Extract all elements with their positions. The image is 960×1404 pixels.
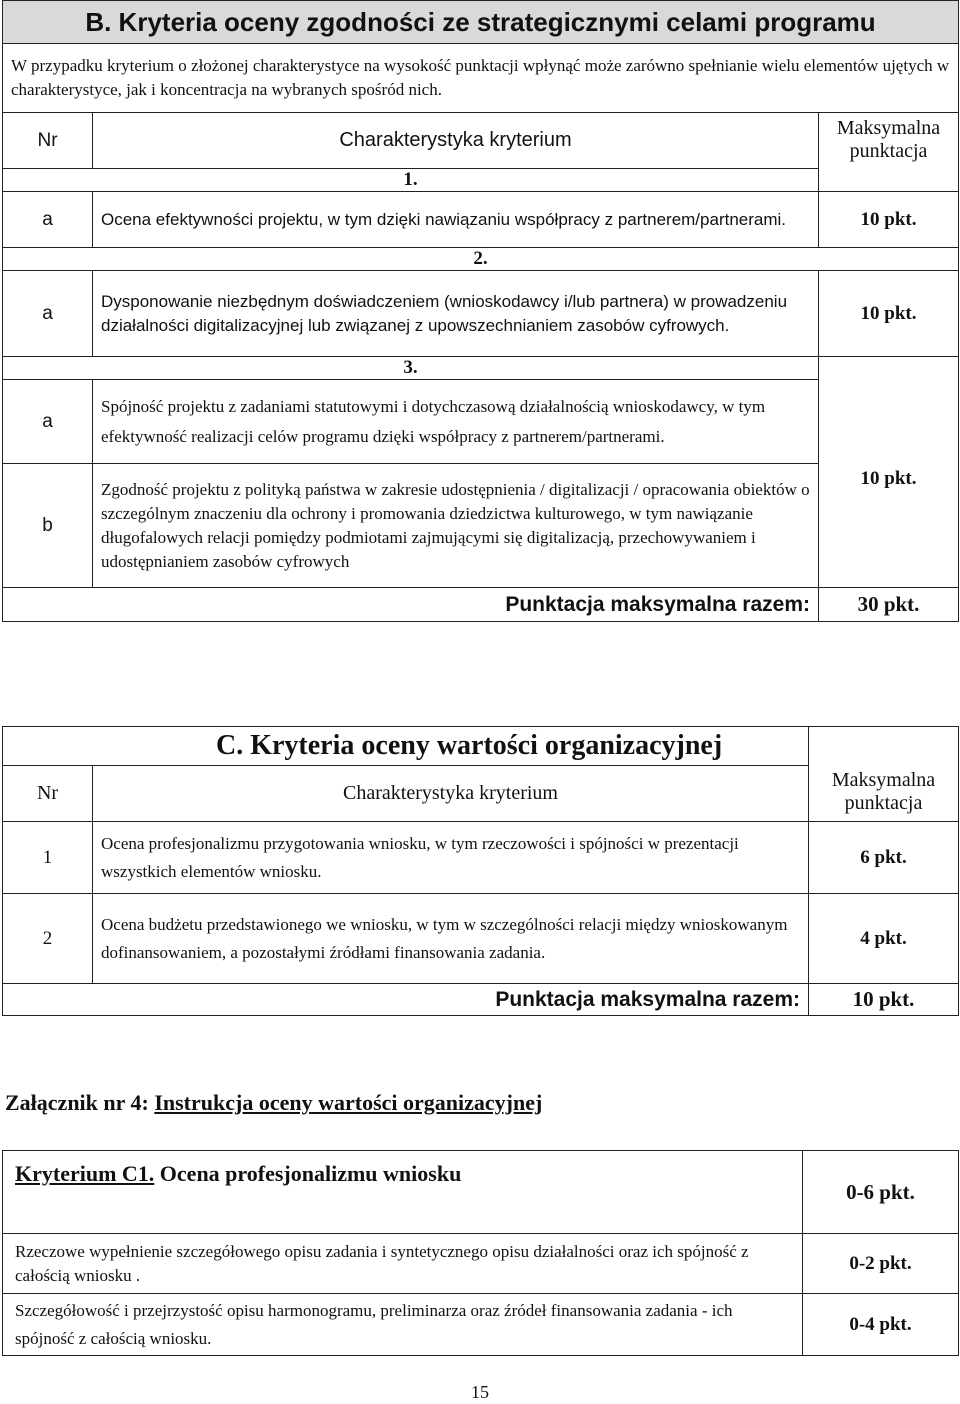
section-3-label: 3. [3, 357, 819, 380]
row-2-points: 10 pkt. [819, 271, 959, 357]
row-c1-text: Ocena profesjonalizmu przygotowania wniosku, w tym rzeczowości i spójności w prezentacji wszystkich elementów wniosku. [93, 822, 809, 894]
attachment-prefix: Załącznik nr 4: [5, 1090, 149, 1115]
row-c2-nr: 2 [3, 894, 93, 984]
criterion-c1-title: Ocena profesjonalizmu wniosku [159, 1161, 462, 1186]
criterion-c1-row-1-text: Rzeczowe wypełnienie szczegółowego opisu zadania i syntetycznego opisu działalności oraz ich spójność z całością wniosku . [3, 1234, 803, 1294]
criterion-c1-table [2, 1150, 959, 1356]
row-c1-points: 6 pkt. [809, 822, 959, 894]
row-c2-text: Ocena budżetu przedstawionego we wniosku, w tym w szczególności relacji między wnioskowanym dofinansowaniem, a pozostałymi źródłami finansowania zadania. [93, 894, 809, 984]
row-1a-nr: a [3, 192, 93, 248]
criterion-c1-row-2-text: Szczegółowość i przejrzystość opisu harmonogramu, preliminarza oraz źródeł finansowania zadania - ich spójność z całością wniosku. [3, 1294, 803, 1356]
section-b-title: B. Kryteria oceny zgodności ze strategicznymi celami programu [3, 1, 959, 44]
row-c2-points: 4 pkt. [809, 894, 959, 984]
header-c-nr: Nr [3, 766, 93, 822]
section-b-total-label: Punktacja maksymalna razem: [3, 588, 819, 622]
row-1a-text: Ocena efektywności projektu, w tym dzięki nawiązaniu współpracy z partnerem/partnerami. [93, 192, 819, 248]
section-b-intro: W przypadku kryterium o złożonej charakterystyce na wysokość punktacji wpłynąć może zarówno spełnianie wielu elementów ujętych w charakterystyce, jak i koncentracja na wybranych spośród nich. [3, 44, 959, 113]
header-c-max: Maksymalna punktacja [809, 727, 959, 822]
page-number: 15 [471, 1382, 489, 1402]
row-3a-text: Spójność projektu z zadaniami statutowymi i dotychczasową działalnością wnioskodawcy, w tym efektywność realizacji celów programu dzięki współpracy z partnerem/partnerami. [93, 380, 819, 464]
section-c-title: C. Kryteria oceny wartości organizacyjnej [3, 727, 809, 766]
row-3-points: 10 pkt. [819, 357, 959, 588]
section-1-label: 1. [3, 169, 819, 192]
criterion-c1-row-2-points: 0-4 pkt. [803, 1294, 959, 1356]
row-2a-nr: a [3, 271, 93, 357]
attachment-heading [5, 1090, 542, 1116]
row-c1-nr: 1 [3, 822, 93, 894]
criterion-c1-row-1-points: 0-2 pkt. [803, 1234, 959, 1294]
row-3b-text: Zgodność projektu z polityką państwa w zakresie udostępnienia / digitalizacji / opracowania obiektów o szczególnym znaczeniu dla ochrony i promowania dziedzictwa kulturowego, w tym nawiązanie długofalowych relacji pomiędzy podmiotami zajmującymi się digitalizacją, przechowywaniem i udostępnianiem zasobów cyfrowych [93, 464, 819, 588]
header-characteristic: Charakterystyka kryterium [93, 113, 819, 169]
section-2-label: 2. [3, 248, 959, 271]
section-c-total-label: Punktacja maksymalna razem: [3, 984, 809, 1016]
header-c-characteristic: Charakterystyka kryterium [93, 766, 809, 822]
criterion-c1-label: Kryterium C1. [15, 1161, 155, 1186]
criteria-table-c [2, 726, 959, 1016]
criterion-c1-points: 0-6 pkt. [803, 1151, 959, 1234]
row-1-points: 10 pkt. [819, 192, 959, 248]
section-b-total-value: 30 pkt. [819, 588, 959, 622]
attachment-title: Instrukcja oceny wartości organizacyjnej [154, 1090, 543, 1115]
header-nr: Nr [3, 113, 93, 169]
section-c-total-value: 10 pkt. [809, 984, 959, 1016]
criterion-c1-heading [3, 1151, 803, 1234]
row-3b-nr: b [3, 464, 93, 588]
criteria-table-b [2, 0, 959, 622]
row-2a-text: Dysponowanie niezbędnym doświadczeniem (wnioskodawcy i/lub partnera) w prowadzeniu działalności digitalizacyjnej lub związanej z upowszechnianiem zasobów cyfrowych. [93, 271, 819, 357]
header-max: Maksymalna punktacja [819, 113, 959, 192]
row-3a-nr: a [3, 380, 93, 464]
